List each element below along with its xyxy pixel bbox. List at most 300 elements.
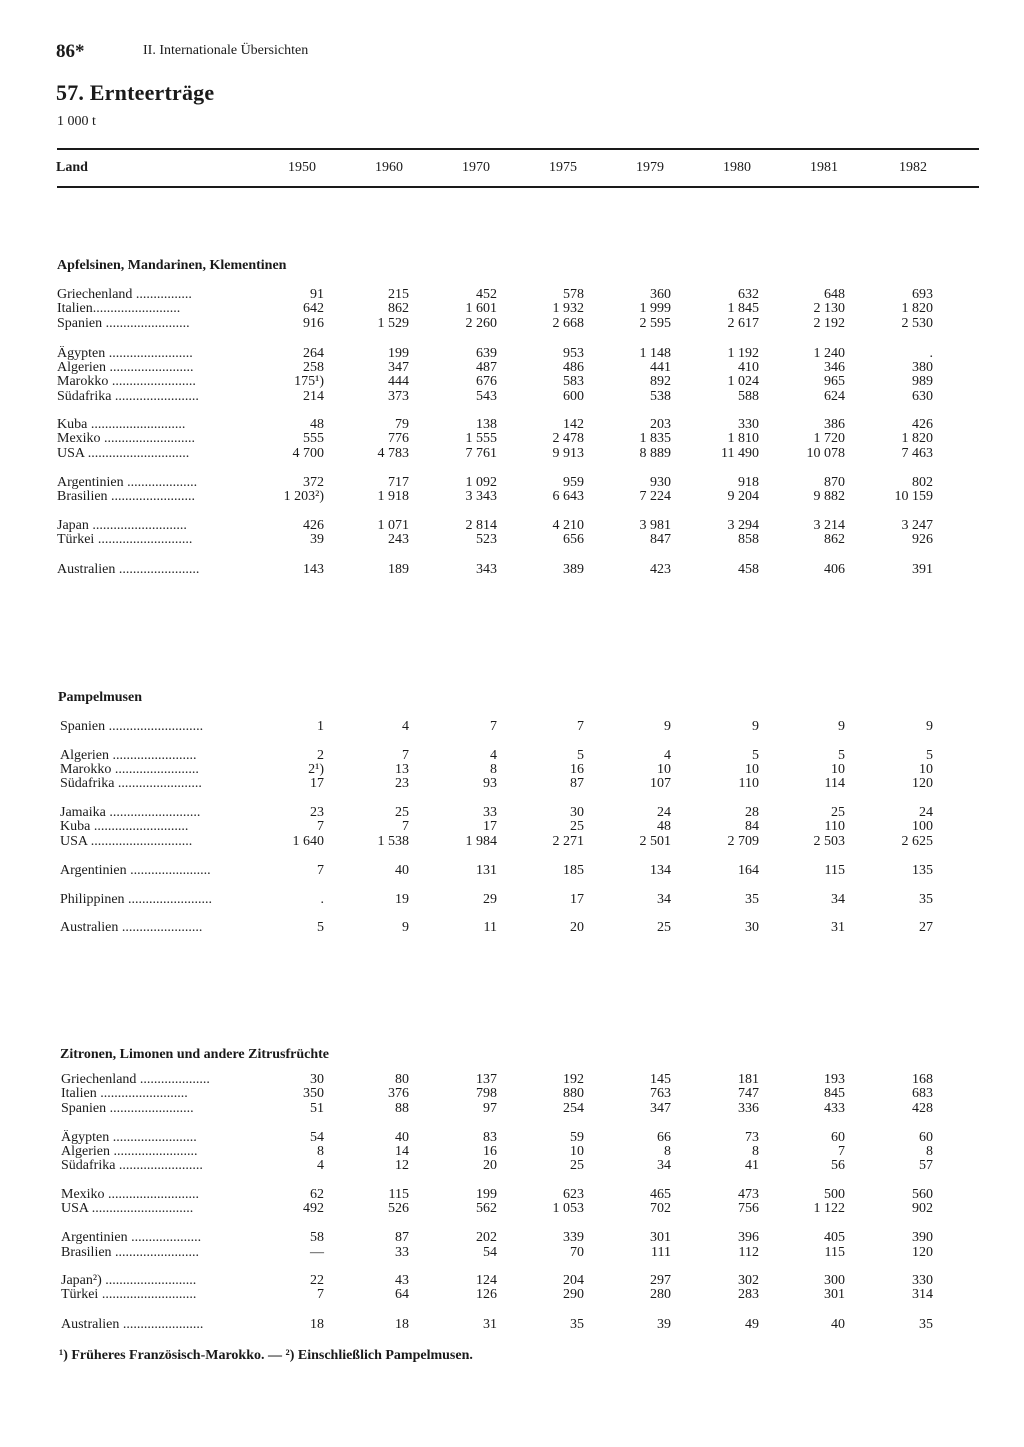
table-row	[0, 1144, 1024, 1159]
value-cell-1960: 376	[388, 1086, 409, 1101]
value-cell-1950: 22	[310, 1273, 324, 1288]
value-cell-1950: 7	[317, 1287, 324, 1302]
value-cell-1975: 7	[577, 719, 584, 734]
value-cell-1982: 100	[912, 819, 933, 834]
value-cell-1970: 7	[490, 719, 497, 734]
value-cell-1981: 500	[824, 1187, 845, 1202]
value-cell-1975: 1 932	[552, 301, 584, 316]
value-cell-1975: 4 210	[552, 518, 584, 533]
value-cell-1975: 880	[563, 1086, 584, 1101]
value-cell-1960: 1 071	[377, 518, 409, 533]
unit-label: 1 000 t	[57, 114, 96, 129]
value-cell-1981: 845	[824, 1086, 845, 1101]
value-cell-1950: 7	[317, 863, 324, 878]
value-cell-1960: 1 529	[377, 316, 409, 331]
country-label: Philippinen ........................	[60, 892, 213, 907]
value-cell-1970: 676	[476, 374, 497, 389]
value-cell-1982: 3 247	[901, 518, 933, 533]
value-cell-1982: 630	[912, 389, 933, 404]
value-cell-1982: 120	[912, 776, 933, 791]
value-cell-1979: 301	[650, 1230, 671, 1245]
value-cell-1975: 10	[570, 1144, 584, 1159]
running-head: II. Internationale Übersichten	[143, 43, 309, 58]
value-cell-1980: 5	[752, 748, 759, 763]
value-cell-1975: 656	[563, 532, 584, 547]
value-cell-1979: 134	[650, 863, 671, 878]
value-cell-1981: 301	[824, 1287, 845, 1302]
country-label: USA .............................	[57, 446, 190, 461]
section-title: Apfelsinen, Mandarinen, Klementinen	[57, 258, 287, 273]
value-cell-1980: 41	[745, 1158, 759, 1173]
value-cell-1982: 135	[912, 863, 933, 878]
table-row	[0, 346, 1024, 361]
value-cell-1970: 639	[476, 346, 497, 361]
value-cell-1979: 4	[664, 748, 671, 763]
value-cell-1975: 35	[570, 1317, 584, 1332]
value-cell-1950: .	[320, 892, 324, 907]
value-cell-1982: 560	[912, 1187, 933, 1202]
value-cell-1960: 7	[402, 819, 409, 834]
value-cell-1960: 43	[395, 1273, 409, 1288]
value-cell-1975: 1 053	[552, 1201, 584, 1216]
value-cell-1950: 1	[317, 719, 324, 734]
country-label: Argentinien .......................	[60, 863, 211, 878]
value-cell-1979: 892	[650, 374, 671, 389]
value-cell-1970: 1 555	[465, 431, 497, 446]
value-cell-1960: 12	[395, 1158, 409, 1173]
country-label: Argentinien ....................	[61, 1230, 202, 1245]
value-cell-1960: 243	[388, 532, 409, 547]
value-cell-1981: 9 882	[813, 489, 845, 504]
value-cell-1981: 346	[824, 360, 845, 375]
value-cell-1982: 60	[919, 1130, 933, 1145]
value-cell-1982: 10 159	[894, 489, 933, 504]
value-cell-1979: 538	[650, 389, 671, 404]
value-cell-1975: 59	[570, 1130, 584, 1145]
country-label: Australien .......................	[61, 1317, 204, 1332]
value-cell-1960: 862	[388, 301, 409, 316]
table-row	[0, 287, 1024, 302]
value-cell-1982: 1 820	[901, 301, 933, 316]
value-cell-1982: 902	[912, 1201, 933, 1216]
value-cell-1979: 66	[657, 1130, 671, 1145]
table-row	[0, 819, 1024, 834]
value-cell-1960: 776	[388, 431, 409, 446]
value-cell-1950: 39	[310, 532, 324, 547]
value-cell-1975: 290	[563, 1287, 584, 1302]
value-cell-1960: 25	[395, 805, 409, 820]
value-cell-1980: 756	[738, 1201, 759, 1216]
country-label: Türkei ...........................	[61, 1287, 197, 1302]
value-cell-1970: 126	[476, 1287, 497, 1302]
value-cell-1950: 91	[310, 287, 324, 302]
value-cell-1975: 142	[563, 417, 584, 432]
value-cell-1960: 526	[388, 1201, 409, 1216]
value-cell-1981: 2 192	[813, 316, 845, 331]
column-header-1950: 1950	[288, 160, 316, 175]
value-cell-1960: 14	[395, 1144, 409, 1159]
value-cell-1970: 199	[476, 1187, 497, 1202]
value-cell-1970: 798	[476, 1086, 497, 1101]
value-cell-1982: 426	[912, 417, 933, 432]
value-cell-1979: 8	[664, 1144, 671, 1159]
value-cell-1975: 87	[570, 776, 584, 791]
value-cell-1982: 391	[912, 562, 933, 577]
value-cell-1960: 23	[395, 776, 409, 791]
country-label: Jamaika ..........................	[60, 805, 201, 820]
value-cell-1960: 199	[388, 346, 409, 361]
value-cell-1970: 124	[476, 1273, 497, 1288]
value-cell-1975: 2 668	[552, 316, 584, 331]
value-cell-1950: 5	[317, 920, 324, 935]
value-cell-1980: 747	[738, 1086, 759, 1101]
value-cell-1960: 7	[402, 748, 409, 763]
value-cell-1960: 19	[395, 892, 409, 907]
value-cell-1970: 29	[483, 892, 497, 907]
value-cell-1975: 339	[563, 1230, 584, 1245]
value-cell-1970: 1 601	[465, 301, 497, 316]
value-cell-1981: 300	[824, 1273, 845, 1288]
value-cell-1981: 7	[838, 1144, 845, 1159]
value-cell-1970: 131	[476, 863, 497, 878]
table-row	[0, 518, 1024, 533]
value-cell-1980: 181	[738, 1072, 759, 1087]
value-cell-1970: 17	[483, 819, 497, 834]
value-cell-1982: 35	[919, 1317, 933, 1332]
value-cell-1979: 1 835	[639, 431, 671, 446]
header-rule-bottom	[57, 186, 979, 188]
value-cell-1980: 30	[745, 920, 759, 935]
value-cell-1960: 189	[388, 562, 409, 577]
value-cell-1960: 1 918	[377, 489, 409, 504]
value-cell-1970: 20	[483, 1158, 497, 1173]
value-cell-1950: 23	[310, 805, 324, 820]
country-label: Ägypten ........................	[57, 346, 193, 361]
value-cell-1960: 33	[395, 1245, 409, 1260]
value-cell-1981: 433	[824, 1101, 845, 1116]
value-cell-1981: 624	[824, 389, 845, 404]
value-cell-1982: 693	[912, 287, 933, 302]
value-cell-1975: 600	[563, 389, 584, 404]
value-cell-1980: 9	[752, 719, 759, 734]
table-row	[0, 1201, 1024, 1216]
value-cell-1979: 441	[650, 360, 671, 375]
country-label: Italien .........................	[61, 1086, 188, 1101]
value-cell-1982: 330	[912, 1273, 933, 1288]
value-cell-1975: 192	[563, 1072, 584, 1087]
value-cell-1960: 9	[402, 920, 409, 935]
table-row	[0, 776, 1024, 791]
value-cell-1975: 30	[570, 805, 584, 820]
column-header-land: Land	[56, 160, 88, 175]
value-cell-1980: 35	[745, 892, 759, 907]
value-cell-1970: 33	[483, 805, 497, 820]
value-cell-1950: 372	[303, 475, 324, 490]
value-cell-1950: 143	[303, 562, 324, 577]
value-cell-1980: 110	[738, 776, 759, 791]
country-label: USA .............................	[61, 1201, 194, 1216]
value-cell-1960: 4	[402, 719, 409, 734]
value-cell-1982: 9	[926, 719, 933, 734]
value-cell-1975: 486	[563, 360, 584, 375]
value-cell-1950: 426	[303, 518, 324, 533]
value-cell-1980: 73	[745, 1130, 759, 1145]
value-cell-1960: 79	[395, 417, 409, 432]
value-cell-1980: 1 192	[727, 346, 759, 361]
value-cell-1979: 107	[650, 776, 671, 791]
value-cell-1950: 2¹)	[308, 762, 324, 777]
table-row	[0, 389, 1024, 404]
value-cell-1979: 24	[657, 805, 671, 820]
value-cell-1975: 25	[570, 819, 584, 834]
table-row	[0, 863, 1024, 878]
value-cell-1982: 683	[912, 1086, 933, 1101]
value-cell-1970: 54	[483, 1245, 497, 1260]
value-cell-1950: 350	[303, 1086, 324, 1101]
country-label: Argentinien ....................	[57, 475, 198, 490]
value-cell-1981: 9	[838, 719, 845, 734]
footnote: ¹) Früheres Französisch-Marokko. — ²) Einschließlich Pampelmusen.	[59, 1348, 473, 1363]
value-cell-1981: 114	[824, 776, 845, 791]
value-cell-1970: 543	[476, 389, 497, 404]
value-cell-1981: 5	[838, 748, 845, 763]
value-cell-1982: 390	[912, 1230, 933, 1245]
value-cell-1979: 7 224	[639, 489, 671, 504]
value-cell-1982: 926	[912, 532, 933, 547]
table-row	[0, 1101, 1024, 1116]
country-label: Mexiko ..........................	[57, 431, 196, 446]
value-cell-1982: 27	[919, 920, 933, 935]
country-label: Spanien ........................	[57, 316, 190, 331]
section-title: Zitronen, Limonen und andere Zitrusfrüchte	[60, 1047, 330, 1062]
value-cell-1980: 410	[738, 360, 759, 375]
value-cell-1979: 280	[650, 1287, 671, 1302]
value-cell-1980: 858	[738, 532, 759, 547]
value-cell-1960: 215	[388, 287, 409, 302]
value-cell-1950: 7	[317, 819, 324, 834]
column-header-1970: 1970	[462, 160, 490, 175]
value-cell-1970: 2 260	[465, 316, 497, 331]
value-cell-1970: 1 984	[465, 834, 497, 849]
value-cell-1981: 2 503	[813, 834, 845, 849]
table-row	[0, 1130, 1024, 1145]
column-header-1980: 1980	[723, 160, 751, 175]
table-row	[0, 762, 1024, 777]
value-cell-1979: 8 889	[639, 446, 671, 461]
value-cell-1960: 115	[388, 1187, 409, 1202]
country-label: Japan²) ..........................	[61, 1273, 197, 1288]
value-cell-1979: 297	[650, 1273, 671, 1288]
value-cell-1982: 989	[912, 374, 933, 389]
value-cell-1980: 302	[738, 1273, 759, 1288]
value-cell-1982: 314	[912, 1287, 933, 1302]
value-cell-1975: 959	[563, 475, 584, 490]
value-cell-1960: 40	[395, 1130, 409, 1145]
value-cell-1981: 862	[824, 532, 845, 547]
value-cell-1980: 8	[752, 1144, 759, 1159]
value-cell-1970: 31	[483, 1317, 497, 1332]
value-cell-1950: 642	[303, 301, 324, 316]
value-cell-1980: 396	[738, 1230, 759, 1245]
value-cell-1982: 8	[926, 1144, 933, 1159]
section-title: Pampelmusen	[58, 690, 142, 705]
value-cell-1960: 80	[395, 1072, 409, 1087]
table-row	[0, 374, 1024, 389]
value-cell-1975: 583	[563, 374, 584, 389]
value-cell-1982: 7 463	[901, 446, 933, 461]
country-label: Ägypten ........................	[61, 1130, 197, 1145]
value-cell-1960: 64	[395, 1287, 409, 1302]
value-cell-1980: 458	[738, 562, 759, 577]
country-label: Türkei ...........................	[57, 532, 193, 547]
value-cell-1980: 1 845	[727, 301, 759, 316]
value-cell-1982: 2 530	[901, 316, 933, 331]
value-cell-1950: 214	[303, 389, 324, 404]
table-row	[0, 489, 1024, 504]
value-cell-1950: 48	[310, 417, 324, 432]
country-label: Algerien ........................	[61, 1144, 198, 1159]
value-cell-1980: 2 617	[727, 316, 759, 331]
value-cell-1970: 202	[476, 1230, 497, 1245]
value-cell-1975: 17	[570, 892, 584, 907]
value-cell-1960: 373	[388, 389, 409, 404]
table-row	[0, 360, 1024, 375]
value-cell-1950: 1 203²)	[283, 489, 324, 504]
country-label: Australien .......................	[57, 562, 200, 577]
country-label: Südafrika ........................	[57, 389, 199, 404]
country-label: Spanien ...........................	[60, 719, 204, 734]
value-cell-1975: 578	[563, 287, 584, 302]
value-cell-1982: 24	[919, 805, 933, 820]
value-cell-1950: 2	[317, 748, 324, 763]
value-cell-1979: 2 501	[639, 834, 671, 849]
value-cell-1970: 452	[476, 287, 497, 302]
value-cell-1970: 1 092	[465, 475, 497, 490]
table-row	[0, 1287, 1024, 1302]
value-cell-1979: 1 999	[639, 301, 671, 316]
value-cell-1979: 111	[651, 1245, 671, 1260]
value-cell-1982: 1 820	[901, 431, 933, 446]
value-cell-1975: 5	[577, 748, 584, 763]
value-cell-1950: 555	[303, 431, 324, 446]
value-cell-1975: 204	[563, 1273, 584, 1288]
country-label: Algerien ........................	[57, 360, 194, 375]
table-row	[0, 1245, 1024, 1260]
value-cell-1970: 16	[483, 1144, 497, 1159]
value-cell-1982: 2 625	[901, 834, 933, 849]
table-row	[0, 1158, 1024, 1173]
country-label: Kuba ...........................	[57, 417, 186, 432]
value-cell-1981: 56	[831, 1158, 845, 1173]
header-rule-top	[57, 148, 979, 150]
table-row	[0, 719, 1024, 734]
country-label: Südafrika ........................	[61, 1158, 203, 1173]
value-cell-1981: 2 130	[813, 301, 845, 316]
value-cell-1979: 763	[650, 1086, 671, 1101]
value-cell-1970: 343	[476, 562, 497, 577]
value-cell-1979: 145	[650, 1072, 671, 1087]
value-cell-1982: 120	[912, 1245, 933, 1260]
value-cell-1980: 10	[745, 762, 759, 777]
value-cell-1979: 360	[650, 287, 671, 302]
value-cell-1980: 2 709	[727, 834, 759, 849]
value-cell-1980: 632	[738, 287, 759, 302]
value-cell-1980: 1 810	[727, 431, 759, 446]
value-cell-1980: 28	[745, 805, 759, 820]
value-cell-1979: 347	[650, 1101, 671, 1116]
value-cell-1980: 84	[745, 819, 759, 834]
value-cell-1950: 4	[317, 1158, 324, 1173]
value-cell-1979: 10	[657, 762, 671, 777]
value-cell-1975: 2 478	[552, 431, 584, 446]
value-cell-1979: 2 595	[639, 316, 671, 331]
country-label: Brasilien ........................	[61, 1245, 200, 1260]
value-cell-1981: 115	[824, 863, 845, 878]
value-cell-1981: 1 720	[813, 431, 845, 446]
country-label: Mexiko ..........................	[61, 1187, 200, 1202]
value-cell-1950: 916	[303, 316, 324, 331]
country-label: Italien.........................	[57, 301, 181, 316]
value-cell-1950: 54	[310, 1130, 324, 1145]
value-cell-1979: 203	[650, 417, 671, 432]
value-cell-1981: 60	[831, 1130, 845, 1145]
value-cell-1981: 648	[824, 287, 845, 302]
value-cell-1950: 18	[310, 1317, 324, 1332]
value-cell-1975: 20	[570, 920, 584, 935]
value-cell-1981: 965	[824, 374, 845, 389]
country-label: USA .............................	[60, 834, 193, 849]
country-label: Marokko ........................	[57, 374, 196, 389]
value-cell-1950: 1 640	[292, 834, 324, 849]
value-cell-1980: 588	[738, 389, 759, 404]
country-label: Griechenland ................	[57, 287, 192, 302]
table-row	[0, 1072, 1024, 1087]
value-cell-1950: 62	[310, 1187, 324, 1202]
value-cell-1980: 11 490	[721, 446, 759, 461]
value-cell-1975: 953	[563, 346, 584, 361]
value-cell-1980: 336	[738, 1101, 759, 1116]
value-cell-1950: 58	[310, 1230, 324, 1245]
value-cell-1980: 164	[738, 863, 759, 878]
page-number: 86*	[56, 41, 85, 62]
value-cell-1970: 97	[483, 1101, 497, 1116]
value-cell-1981: 406	[824, 562, 845, 577]
table-row	[0, 1187, 1024, 1202]
value-cell-1970: 7 761	[465, 446, 497, 461]
country-label: Südafrika ........................	[60, 776, 202, 791]
value-cell-1950: 8	[317, 1144, 324, 1159]
column-header-1975: 1975	[549, 160, 577, 175]
value-cell-1960: 88	[395, 1101, 409, 1116]
table-row	[0, 748, 1024, 763]
table-row	[0, 805, 1024, 820]
value-cell-1979: 847	[650, 532, 671, 547]
column-header-1979: 1979	[636, 160, 664, 175]
table-row	[0, 431, 1024, 446]
value-cell-1980: 918	[738, 475, 759, 490]
table-row	[0, 446, 1024, 461]
value-cell-1981: 40	[831, 1317, 845, 1332]
value-cell-1981: 115	[824, 1245, 845, 1260]
value-cell-1979: 39	[657, 1317, 671, 1332]
table-row	[0, 892, 1024, 907]
value-cell-1960: 18	[395, 1317, 409, 1332]
value-cell-1981: 31	[831, 920, 845, 935]
table-row	[0, 920, 1024, 935]
value-cell-1981: 1 122	[813, 1201, 845, 1216]
table-row	[0, 532, 1024, 547]
value-cell-1950: 30	[310, 1072, 324, 1087]
